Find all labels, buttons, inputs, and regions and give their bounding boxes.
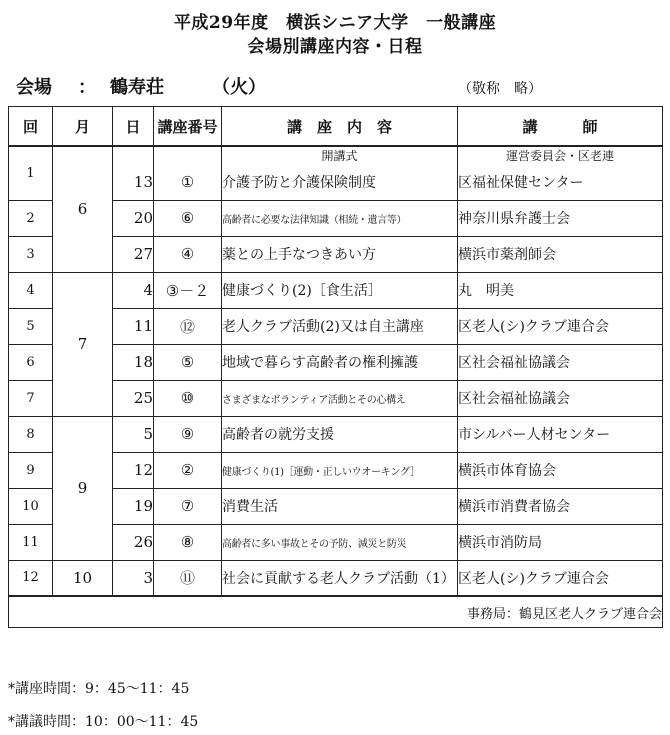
opening-ceremony-row xyxy=(9,146,663,164)
course-content: 健康づくり(2)［食生活］ xyxy=(222,272,458,308)
course-content: 地域で暮らす高齢者の権利擁護 xyxy=(222,344,458,380)
blank-cell xyxy=(154,146,222,164)
column-header-session: 回 xyxy=(9,107,53,147)
table-header-row xyxy=(9,107,663,147)
session-number: 4 xyxy=(9,272,53,308)
session-number: 2 xyxy=(9,200,53,236)
course-number: ③－２ xyxy=(154,272,222,308)
office-label: 事務局：鶴見区老人クラブ連合会 xyxy=(9,596,663,628)
session-number: 9 xyxy=(9,452,53,488)
lecturer: 横浜市消費者協会 xyxy=(458,488,663,524)
opening-ceremony-host: 運営委員会・区老連 xyxy=(458,146,663,164)
course-content: 高齢者に必要な法律知識（相続・遺言等） xyxy=(222,200,458,236)
column-header-course-number: 講座番号 xyxy=(154,107,222,147)
document-title: 平成29年度 横浜シニア大学 一般講座 xyxy=(173,13,497,33)
lecturer: 区社会福祉協議会 xyxy=(458,380,663,416)
day-cell: 13 xyxy=(113,164,154,200)
course-number: ⑨ xyxy=(154,416,222,452)
lecturer: 区老人(シ)クラブ連合会 xyxy=(458,308,663,344)
course-number: ⑫ xyxy=(154,308,222,344)
office-footer-row xyxy=(9,596,663,628)
month-july: 7 xyxy=(53,272,113,416)
course-content: 高齢者に多い事故とその予防、減災と防災 xyxy=(222,524,458,560)
day-cell: 26 xyxy=(113,524,154,560)
day-cell: 4 xyxy=(113,272,154,308)
lecturer: 区福祉保健センター xyxy=(458,164,663,200)
lecturer: 横浜市体育協会 xyxy=(458,452,663,488)
month-september: 9 xyxy=(53,416,113,560)
column-header-month: 月 xyxy=(53,107,113,147)
table-row xyxy=(9,416,663,452)
session-number: 3 xyxy=(9,236,53,272)
lecturer: 区社会福祉協議会 xyxy=(458,344,663,380)
document-subtitle: 会場別講座内容・日程 xyxy=(247,37,423,57)
lecturer: 横浜市薬剤師会 xyxy=(458,236,663,272)
column-header-lecturer: 講 師 xyxy=(458,107,663,147)
course-content: 健康づくり(1)［運動・正しいウオーキング］ xyxy=(222,452,458,488)
session-number: 11 xyxy=(9,524,53,560)
day-cell: 19 xyxy=(113,488,154,524)
venue-label: 会場 xyxy=(16,77,52,98)
table-row xyxy=(9,272,663,308)
session-number: 8 xyxy=(9,416,53,452)
lecturer: 区老人(シ)クラブ連合会 xyxy=(458,560,663,596)
session-number: 12 xyxy=(9,560,53,596)
lecture-time-note: *講座時間：9：45～11：45 xyxy=(8,681,190,697)
session-number: 6 xyxy=(9,344,53,380)
course-content: 老人クラブ活動(2)又は自主講座 xyxy=(222,308,458,344)
day-cell: 12 xyxy=(113,452,154,488)
schedule-table xyxy=(8,106,663,628)
honorific-note: （敬称 略） xyxy=(458,81,542,97)
lesson-time-note: *講議時間：10：00～11：45 xyxy=(8,714,199,730)
lecturer: 神奈川県弁護士会 xyxy=(458,200,663,236)
course-content: 高齢者の就労支援 xyxy=(222,416,458,452)
day-cell: 20 xyxy=(113,200,154,236)
month-october: 10 xyxy=(53,560,113,596)
course-number: ⑪ xyxy=(154,560,222,596)
day-cell: 11 xyxy=(113,308,154,344)
course-number: ⑦ xyxy=(154,488,222,524)
course-number: ② xyxy=(154,452,222,488)
venue-weekday: （火） xyxy=(212,77,266,98)
course-number: ⑧ xyxy=(154,524,222,560)
course-number: ⑥ xyxy=(154,200,222,236)
day-cell: 25 xyxy=(113,380,154,416)
table-row xyxy=(9,560,663,596)
lecturer: 市シルバー人材センター xyxy=(458,416,663,452)
course-content: 消費生活 xyxy=(222,488,458,524)
venue-name: 鶴寿荘 xyxy=(110,77,164,98)
day-cell: 3 xyxy=(113,560,154,596)
day-cell: 5 xyxy=(113,416,154,452)
venue-separator: ： xyxy=(78,77,96,98)
session-number: 10 xyxy=(9,488,53,524)
column-header-day: 日 xyxy=(113,107,154,147)
day-cell: 18 xyxy=(113,344,154,380)
course-content: 介護予防と介護保険制度 xyxy=(222,164,458,200)
course-number: ⑤ xyxy=(154,344,222,380)
session-number: 5 xyxy=(9,308,53,344)
blank-cell xyxy=(113,146,154,164)
course-number: ① xyxy=(154,164,222,200)
course-content: さまざまなボランティア活動とその心構え xyxy=(222,380,458,416)
day-cell: 27 xyxy=(113,236,154,272)
opening-ceremony-label: 開講式 xyxy=(222,146,458,164)
lecturer: 丸 明美 xyxy=(458,272,663,308)
course-number: ⑩ xyxy=(154,380,222,416)
column-header-course-content: 講 座 内 容 xyxy=(222,107,458,147)
course-content: 社会に貢献する老人クラブ活動（1） xyxy=(222,560,458,596)
session-number: 7 xyxy=(9,380,53,416)
course-number: ④ xyxy=(154,236,222,272)
month-june: 6 xyxy=(53,146,113,272)
session-number: 1 xyxy=(9,146,53,200)
course-content: 薬との上手なつきあい方 xyxy=(222,236,458,272)
lecturer: 横浜市消防局 xyxy=(458,524,663,560)
